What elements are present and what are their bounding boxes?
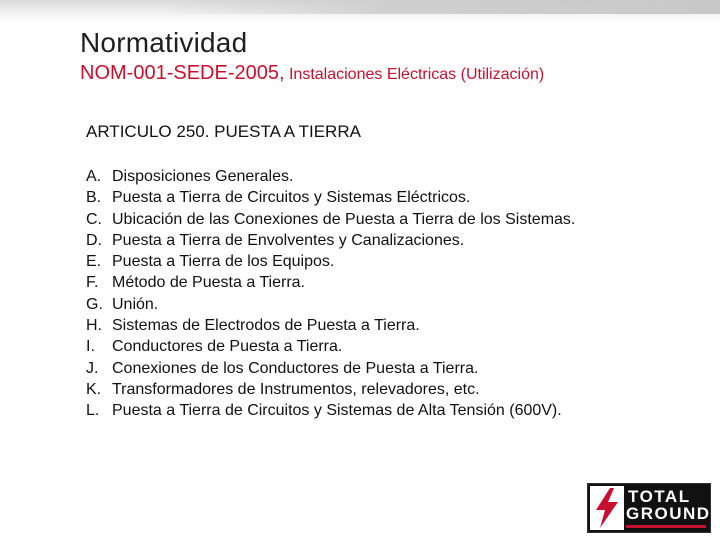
- item-letter: C.: [86, 210, 102, 228]
- item-letter: I.: [86, 338, 95, 356]
- total-ground-logo: [587, 483, 711, 533]
- item-letter: J.: [86, 359, 99, 377]
- item-text: Conductores de Puesta a Tierra.: [112, 338, 343, 356]
- item-letter: H.: [86, 317, 102, 335]
- item-letter: L.: [86, 402, 100, 420]
- logo-text-line2: GROUND: [626, 504, 711, 523]
- item-text: Puesta a Tierra de los Equipos.: [112, 253, 335, 271]
- list-item: [86, 400, 575, 421]
- item-letter: E.: [86, 253, 102, 271]
- article-heading: ARTICULO 250. PUESTA A TIERRA: [86, 122, 361, 141]
- item-letter: G.: [86, 295, 103, 313]
- lightning-bolt-icon: [590, 486, 624, 530]
- item-letter: K.: [86, 380, 102, 398]
- standard-code: NOM-001-SEDE-2005,: [80, 62, 285, 84]
- item-text: Sistemas de Electrodos de Puesta a Tierra.: [112, 317, 420, 335]
- list-item: [86, 209, 575, 230]
- list-item: [86, 251, 575, 272]
- standard-description: Instalaciones Eléctricas (Utilización): [288, 66, 545, 83]
- list-item: [86, 166, 575, 187]
- list-item: [86, 379, 575, 400]
- item-text: Puesta a Tierra de Circuitos y Sistemas de Alta Tensión (600V).: [112, 402, 562, 420]
- page-title: Normatividad: [80, 27, 248, 58]
- item-letter: B.: [86, 189, 102, 207]
- page-subtitle: [80, 62, 544, 85]
- list-item: [86, 187, 575, 208]
- item-text: Puesta a Tierra de Envolventes y Canalizaciones.: [112, 231, 465, 249]
- list-item: [86, 358, 575, 379]
- list-item: [86, 272, 575, 293]
- list-item: [86, 315, 575, 336]
- item-text: Método de Puesta a Tierra.: [112, 274, 305, 292]
- item-text: Ubicación de las Conexiones de Puesta a Tierra de los Sistemas.: [112, 210, 576, 228]
- item-letter: D.: [86, 231, 102, 249]
- logo-text-line1: TOTAL: [628, 487, 691, 506]
- item-text: Conexiones de los Conductores de Puesta a Tierra.: [112, 359, 479, 377]
- item-letter: F.: [86, 274, 99, 292]
- item-text: Transformadores de Instrumentos, relevadores, etc.: [112, 380, 480, 398]
- top-banner-swoosh: [160, 0, 720, 14]
- list-item: [86, 230, 575, 251]
- item-letter: A.: [86, 168, 102, 185]
- item-text: Unión.: [112, 295, 159, 313]
- list-item: [86, 294, 575, 315]
- logo-accent-stripe: [626, 525, 706, 528]
- item-text: Puesta a Tierra de Circuitos y Sistemas Eléctricos.: [112, 189, 471, 207]
- item-text: Disposiciones Generales.: [112, 168, 294, 185]
- list-item: [86, 336, 575, 357]
- article-item-list: [86, 166, 575, 422]
